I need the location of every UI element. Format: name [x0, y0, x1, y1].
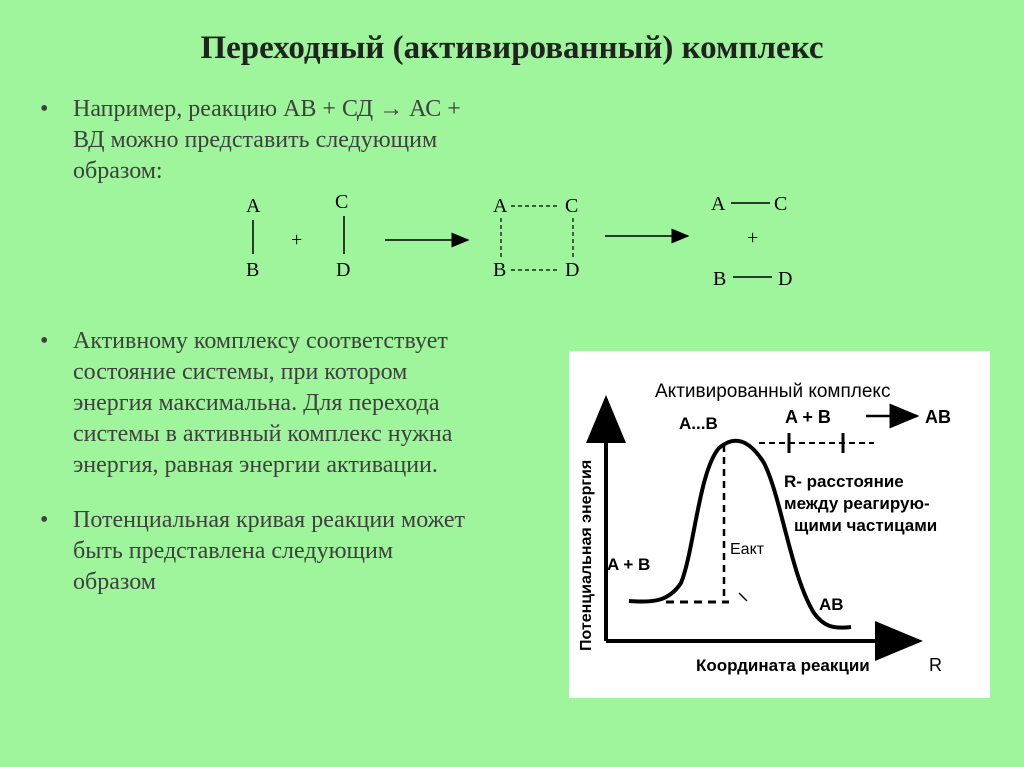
bullet-1-line: ВД можно представить следующим: [73, 127, 438, 153]
product-atom-c: C: [774, 193, 788, 215]
scheme-atom-b: B: [246, 259, 260, 281]
energy-diagram: [569, 351, 990, 698]
x-axis-label: Координата реакции: [696, 656, 870, 675]
ea-tick: [739, 593, 747, 601]
legend-line: щими частицами: [794, 516, 938, 535]
product-atom-d: D: [778, 268, 793, 290]
figure-title: Активированный комплекс: [655, 381, 891, 402]
bullet-text-3: [73, 505, 465, 598]
slide-title: Переходный (активированный) комплекс: [200, 30, 824, 66]
scheme-atom-c: C: [335, 191, 349, 213]
x-axis-symbol: R: [929, 655, 942, 675]
bullet-2-line: энергия максимальна. Для перехода: [73, 390, 440, 416]
bullet-3-line: Потенциальная кривая реакции может: [73, 507, 466, 533]
product-plus: +: [747, 227, 759, 249]
bullet-1-line: Например, реакцию АВ + СД → АС +: [73, 96, 461, 122]
energy-diagram-figure: [569, 351, 990, 698]
legend-product: AB: [925, 407, 951, 427]
bullet-2-line: системы в активный комплекс нужна: [73, 421, 453, 447]
bullet-1-line: образом:: [73, 158, 163, 184]
legend-line: между реагирую-: [784, 494, 930, 513]
complex-atom-a: A: [493, 195, 508, 217]
complex-atom-b: B: [493, 259, 507, 281]
scheme-atom-a: A: [246, 195, 261, 217]
scheme-plus: +: [291, 229, 303, 251]
complex-atom-d: D: [565, 259, 580, 281]
complex-atom-c: C: [565, 195, 579, 217]
bullet-marker: •: [40, 96, 49, 122]
legend-reactants: A + B: [785, 407, 831, 427]
product-atom-a: A: [711, 193, 726, 215]
reactants-label: A + B: [607, 555, 651, 574]
y-axis-label: Потенциальная энергия: [578, 459, 595, 651]
peak-label: A...B: [679, 414, 718, 433]
bullet-marker: •: [40, 507, 49, 533]
reaction-scheme: [0, 0, 1024, 320]
bullet-2-line: энергия, равная энергии активации.: [73, 452, 438, 478]
bullet-3-line: образом: [73, 569, 156, 595]
bullet-2-line: Активному комплексу соответствует: [73, 328, 448, 354]
products-label: AB: [819, 595, 844, 614]
bullet-marker: •: [40, 328, 49, 354]
bullet-2-line: состояние системы, при котором: [73, 359, 408, 385]
activation-energy-label: Eакт: [730, 541, 765, 558]
bullet-text-2: [73, 326, 452, 481]
bullet-3-line: быть представлена следующим: [73, 538, 394, 564]
legend-line: R- расстояние: [784, 472, 904, 491]
product-atom-b: B: [713, 268, 727, 290]
scheme-atom-d: D: [336, 259, 351, 281]
